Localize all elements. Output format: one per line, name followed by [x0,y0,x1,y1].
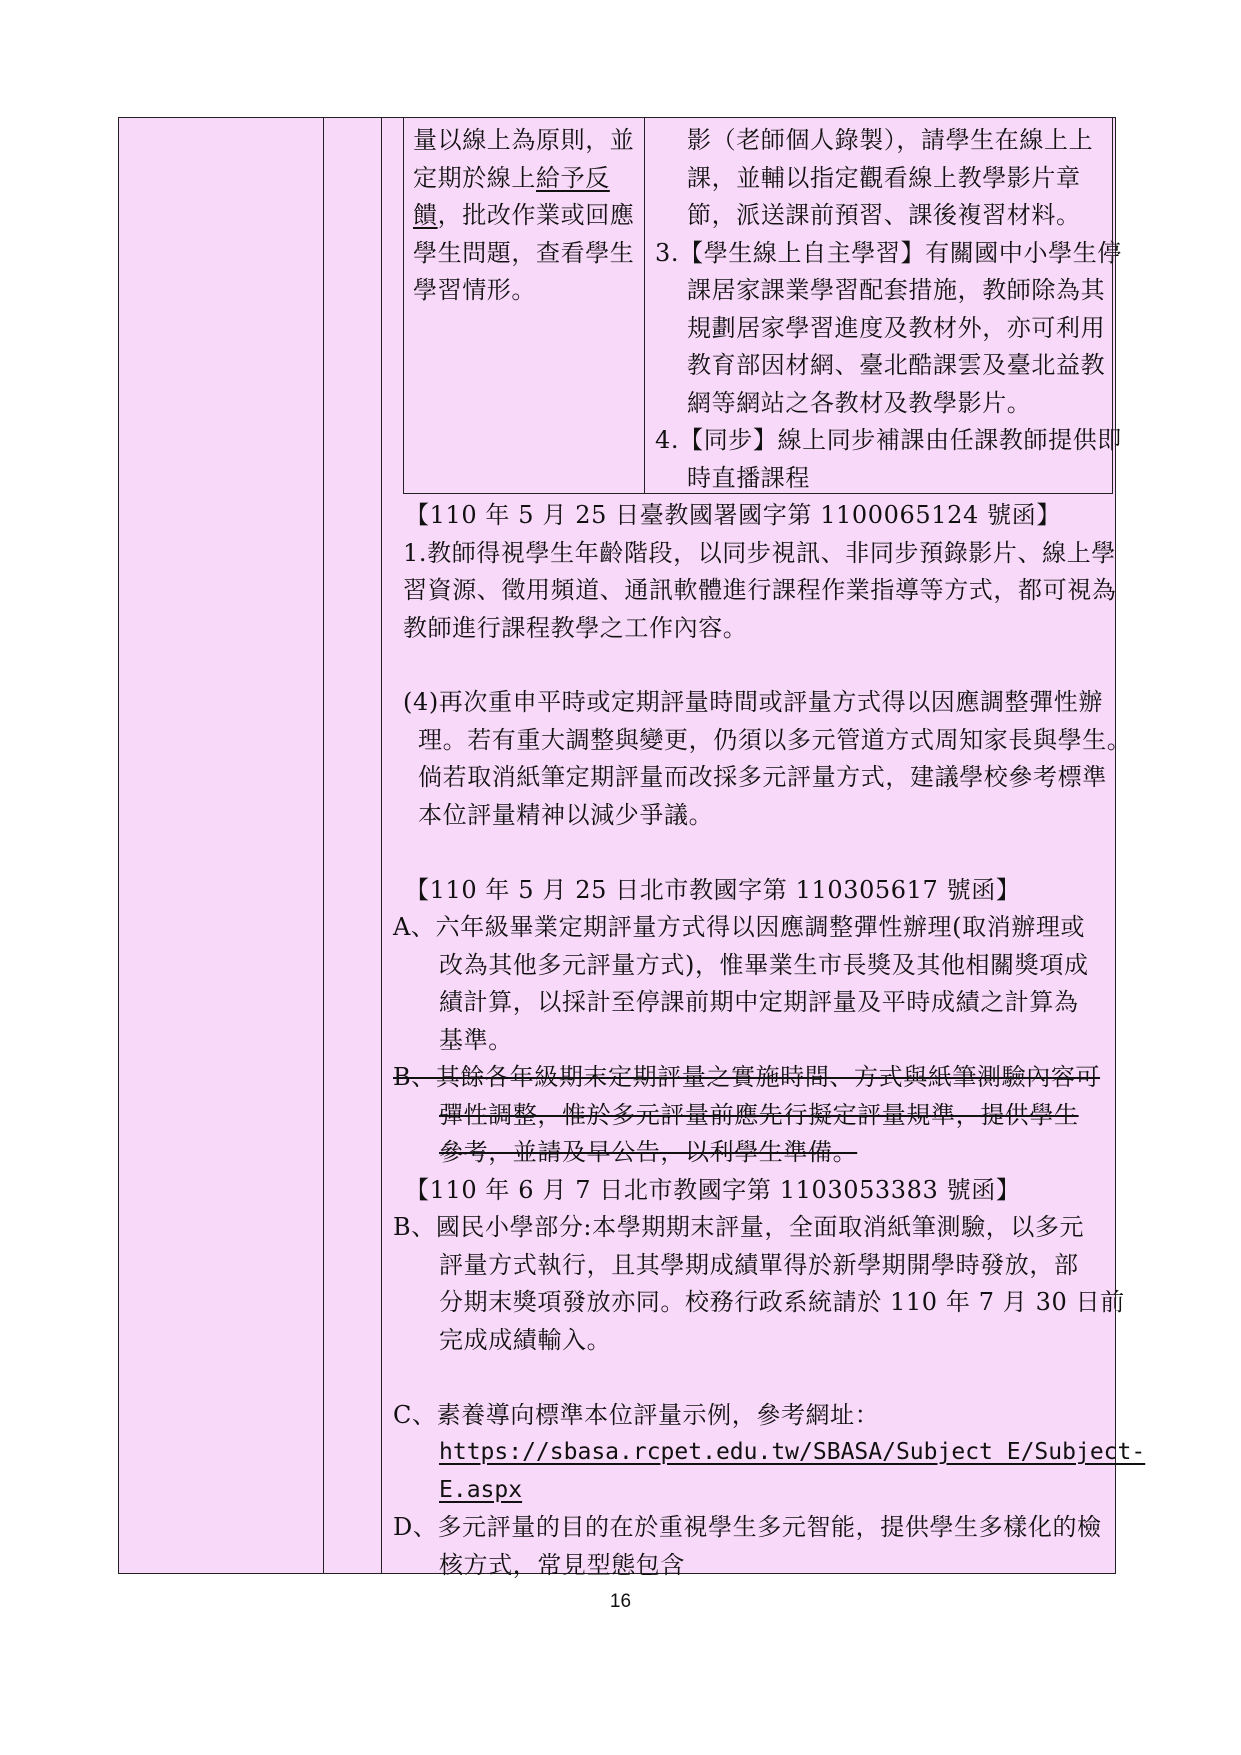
underlined-char: 饋 [413,201,438,229]
column-divider-2 [381,117,382,1574]
right-cell-line-7: 教育部因材網、臺北酷課雲及臺北益教 [687,351,1106,379]
right-cell-line-10: 時直播課程 [687,464,810,492]
paragraph-1-line-2: 習資源、徵用頻道、通訊軟體進行課程作業指導等方式，都可視為 [403,576,1117,604]
reference-url-link-continued[interactable]: E.aspx [439,1477,523,1503]
paragraph-2-line-3: 倘若取消紙筆定期評量而改採多元評量方式，建議學校參考標準 [418,763,1107,791]
item-d-line-1: D、多元評量的目的在於重視學生多元智能，提供學生多樣化的檢 [393,1513,1102,1541]
left-cell-line-4: 學生問題，查看學生 [413,239,635,267]
column-divider-1 [323,117,324,1574]
right-cell-line-1: 影（老師個人錄製），請學生在線上上 [687,126,1094,154]
right-cell-line-8: 網等網站之各教材及教學影片。 [687,389,1032,417]
right-cell-line-4: 3.【學生線上自主學習】有關國中小學生停 [655,239,1122,267]
item-b-line-4: 完成成績輸入。 [439,1326,612,1354]
left-cell-line-5: 學習情形。 [413,276,536,304]
left-cell-line-1: 量以線上為原則，並 [413,126,635,154]
struck-item-b-line-3: 參考，並請及早公告，以利學生準備。 [439,1138,858,1166]
right-cell-line-9: 4.【同步】線上同步補課由任課教師提供即 [655,426,1122,454]
paragraph-2-line-4: 本位評量精神以減少爭議。 [418,801,714,829]
reference-url-link[interactable]: https://sbasa.rcpet.edu.tw/SBASA/Subject_E/Subject- [439,1439,1146,1465]
left-cell-line-2-text: 定期於線上 [413,164,536,192]
item-a-line-2: 改為其他多元評量方式)，惟畢業生市長獎及其他相關獎項成 [439,951,1089,979]
paragraph-2-line-2: 理。若有重大調整與變更，仍須以多元管道方式周知家長與學生。 [418,726,1132,754]
page-number: 16 [609,1591,632,1612]
item-a-line-4: 基準。 [439,1026,513,1054]
item-d-line-2: 核方式，常見型態包含 [439,1551,685,1579]
struck-item-b-line-1: B、其餘各年級期末定期評量之實施時間、方式與紙筆測驗內容可 [393,1063,1101,1091]
item-c-line-1: C、素養導向標準本位評量示例，參考網址： [393,1401,880,1429]
inner-table-divider [644,117,645,494]
reference-1: 【110 年 5 月 25 日臺教國署國字第 1100065124 號函】 [405,501,1061,529]
left-cell-line-2 [413,160,610,198]
item-b-line-1: B、國民小學部分:本學期期末評量，全面取消紙筆測驗，以多元 [393,1213,1085,1241]
paragraph-1-line-3: 教師進行課程教學之工作內容。 [403,614,748,642]
right-cell-line-6: 規劃居家學習進度及教材外，亦可利用 [687,314,1106,342]
item-a-line-3: 績計算，以採計至停課前期中定期評量及平時成績之計算為 [439,988,1079,1016]
right-cell-line-3: 節，派送課前預習、課後複習材料。 [687,201,1081,229]
item-a-line-1: A、六年級畢業定期評量方式得以因應調整彈性辦理(取消辦理或 [393,913,1086,941]
reference-2: 【110 年 5 月 25 日北市教國字第 110305617 號函】 [405,876,1021,904]
struck-item-b-line-2: 彈性調整，惟於多元評量前應先行擬定評量規準，提供學生 [439,1101,1079,1129]
item-b-line-3: 分期末獎項發放亦同。校務行政系統請於 110 年 7 月 30 日前 [439,1288,1125,1316]
right-cell-line-5: 課居家課業學習配套措施，教師除為其 [687,276,1106,304]
reference-3: 【110 年 6 月 7 日北市教國字第 1103053383 號函】 [405,1176,1021,1204]
underlined-phrase: 給予反 [536,164,610,192]
right-cell-line-2: 課，並輔以指定觀看線上教學影片章 [687,164,1081,192]
left-cell-line-3-text: ，批改作業或回應 [437,201,635,229]
paragraph-2-line-1: (4)再次重申平時或定期評量時間或評量方式得以因應調整彈性辦 [403,688,1103,716]
left-cell-line-3 [413,197,634,235]
item-b-line-2: 評量方式執行，且其學期成績單得於新學期開學時發放，部 [439,1251,1079,1279]
paragraph-1-line-1: 1.教師得視學生年齡階段，以同步視訊、非同步預錄影片、線上學 [403,539,1116,567]
